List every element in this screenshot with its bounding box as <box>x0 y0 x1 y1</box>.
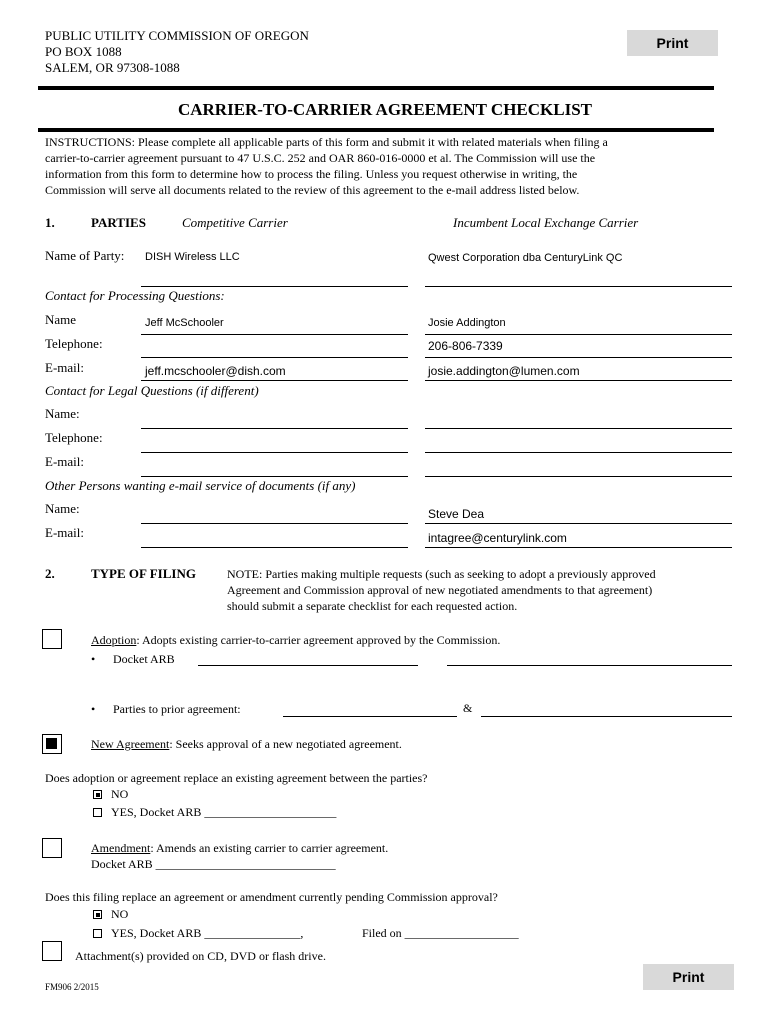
section-2-number: 2. <box>45 566 55 581</box>
processing-name-label: Name <box>45 312 77 327</box>
new-agreement-description: : Seeks approval of a new negotiated agreement. <box>169 737 402 751</box>
bullet-icon <box>91 651 95 667</box>
competitive-processing-email[interactable]: jeff.mcschooler@dish.com <box>145 364 286 378</box>
pending-question: Does this filing replace an agreement or amendment currently pending Commission approval? <box>45 890 498 904</box>
field-line <box>425 547 732 548</box>
adoption-checkbox[interactable] <box>42 629 62 649</box>
org-city: SALEM, OR 97308-1088 <box>45 60 180 75</box>
incumbent-legal-name-field[interactable] <box>425 428 732 429</box>
new-agreement-title: New Agreement <box>91 737 170 751</box>
legal-name-label: Name: <box>45 406 80 421</box>
incumbent-other-name[interactable]: Steve Dea <box>428 507 485 521</box>
filing-note <box>227 566 737 614</box>
pending-yes-label: YES, Docket ARB ________________, <box>111 926 304 940</box>
new-agreement-checkbox[interactable] <box>42 734 62 754</box>
section-1-heading: PARTIES <box>91 215 146 230</box>
header-divider <box>38 86 714 90</box>
competitive-other-name-field[interactable] <box>141 523 408 524</box>
incumbent-other-email[interactable]: intagree@centurylink.com <box>428 531 567 545</box>
competitive-name-line <box>141 286 408 287</box>
replace-question: Does adoption or agreement replace an existing agreement between the parties? <box>45 771 428 785</box>
bullet-icon <box>91 701 95 717</box>
replace-yes-checkbox[interactable] <box>93 808 102 817</box>
filed-on-label: Filed on ___________________ <box>362 926 519 940</box>
replace-yes-label: YES, Docket ARB ______________________ <box>111 805 337 819</box>
competitive-processing-name[interactable]: Jeff McSchooler <box>145 317 224 329</box>
amendment-text <box>91 840 388 856</box>
other-persons-heading: Other Persons wanting e-mail service of documents (if any) <box>45 478 356 493</box>
incumbent-processing-name[interactable]: Josie Addington <box>428 317 506 329</box>
org-address <box>45 28 309 76</box>
field-line <box>425 334 732 335</box>
prior-party-2-field[interactable] <box>481 716 732 717</box>
adoption-text <box>91 632 500 648</box>
field-line <box>141 334 408 335</box>
print-button-bottom[interactable]: Print <box>643 964 734 990</box>
incumbent-legal-phone-field[interactable] <box>425 452 732 453</box>
instructions-line-2: carrier-to-carrier agreement pursuant to 47 U.S.C. 252 and OAR 860-016-0000 et al. The Commission will use the <box>45 151 596 165</box>
attachment-label: Attachment(s) provided on CD, DVD or flash drive. <box>75 949 326 963</box>
competitive-carrier-heading: Competitive Carrier <box>182 215 288 230</box>
amendment-title: Amendment <box>91 841 151 855</box>
new-agreement-text <box>91 736 402 752</box>
pending-no-checkbox[interactable] <box>93 910 102 919</box>
competitive-legal-phone-field[interactable] <box>141 452 408 453</box>
attachment-checkbox[interactable] <box>42 941 62 961</box>
field-line <box>141 357 408 358</box>
amendment-checkbox[interactable] <box>42 838 62 858</box>
title-divider <box>38 128 714 132</box>
filing-note-line-3: should submit a separate checklist for each requested action. <box>227 599 518 613</box>
replace-no-label: NO <box>111 787 129 801</box>
incumbent-carrier-heading: Incumbent Local Exchange Carrier <box>453 215 639 230</box>
adoption-docket-label: Docket ARB <box>113 652 175 666</box>
legal-phone-label: Telephone: <box>45 430 103 445</box>
field-line <box>425 380 732 381</box>
pending-no-label: NO <box>111 907 129 921</box>
adoption-title: Adoption <box>91 633 137 647</box>
form-id: FM906 2/2015 <box>45 982 99 992</box>
field-line <box>425 523 732 524</box>
incumbent-processing-phone[interactable]: 206-806-7339 <box>428 339 503 353</box>
legal-email-label: E-mail: <box>45 454 84 469</box>
section-2-heading: TYPE OF FILING <box>91 566 196 581</box>
instructions-line-4: Commission will serve all documents related to the review of this agreement to the e-mail address listed below. <box>45 183 580 197</box>
page-title: CARRIER-TO-CARRIER AGREEMENT CHECKLIST <box>177 100 593 119</box>
processing-contact-heading: Contact for Processing Questions: <box>45 288 225 303</box>
prior-party-1-field[interactable] <box>283 716 457 717</box>
legal-contact-heading: Contact for Legal Questions (if different) <box>45 383 259 398</box>
instructions <box>45 134 735 198</box>
org-name: PUBLIC UTILITY COMMISSION OF OREGON <box>45 28 309 43</box>
competitive-name-value[interactable]: DISH Wireless LLC <box>145 251 240 263</box>
competitive-legal-email-field[interactable] <box>141 476 408 477</box>
adoption-parties-label: Parties to prior agreement: <box>113 702 241 716</box>
adoption-docket-field[interactable] <box>198 665 418 666</box>
processing-phone-label: Telephone: <box>45 336 103 351</box>
pending-yes-checkbox[interactable] <box>93 929 102 938</box>
adoption-docket-field-2[interactable] <box>447 665 732 666</box>
competitive-legal-name-field[interactable] <box>141 428 408 429</box>
name-of-party-label: Name of Party: <box>45 248 125 263</box>
replace-no-checkbox[interactable] <box>93 790 102 799</box>
filing-note-line-2: Agreement and Commission approval of new negotiated amendments to that agreement) <box>227 583 653 597</box>
print-button-top[interactable]: Print <box>627 30 718 56</box>
competitive-other-email-field[interactable] <box>141 547 408 548</box>
other-email-label: E-mail: <box>45 525 84 540</box>
incumbent-name-line <box>425 286 732 287</box>
section-1-number: 1. <box>45 215 55 230</box>
incumbent-legal-email-field[interactable] <box>425 476 732 477</box>
org-po-box: PO BOX 1088 <box>45 44 122 59</box>
ampersand: & <box>463 701 473 715</box>
field-line <box>141 380 408 381</box>
incumbent-name-value[interactable]: Qwest Corporation dba CenturyLink QC <box>428 252 623 264</box>
instructions-line-1: INSTRUCTIONS: Please complete all applicable parts of this form and submit it with related materials when filing a <box>45 135 608 149</box>
instructions-line-3: information from this form to determine how to process the filing. Unless you request otherwise in writing, the <box>45 167 578 181</box>
field-line <box>425 357 732 358</box>
processing-email-label: E-mail: <box>45 360 84 375</box>
amendment-docket-line: Docket ARB ______________________________ <box>91 857 336 871</box>
amendment-description: : Amends an existing carrier to carrier agreement. <box>150 841 389 855</box>
adoption-description: : Adopts existing carrier-to-carrier agreement approved by the Commission. <box>136 633 501 647</box>
incumbent-processing-email[interactable]: josie.addington@lumen.com <box>428 364 580 378</box>
filing-note-line-1: NOTE: Parties making multiple requests (such as seeking to adopt a previously approved <box>227 567 656 581</box>
other-name-label: Name: <box>45 501 80 516</box>
